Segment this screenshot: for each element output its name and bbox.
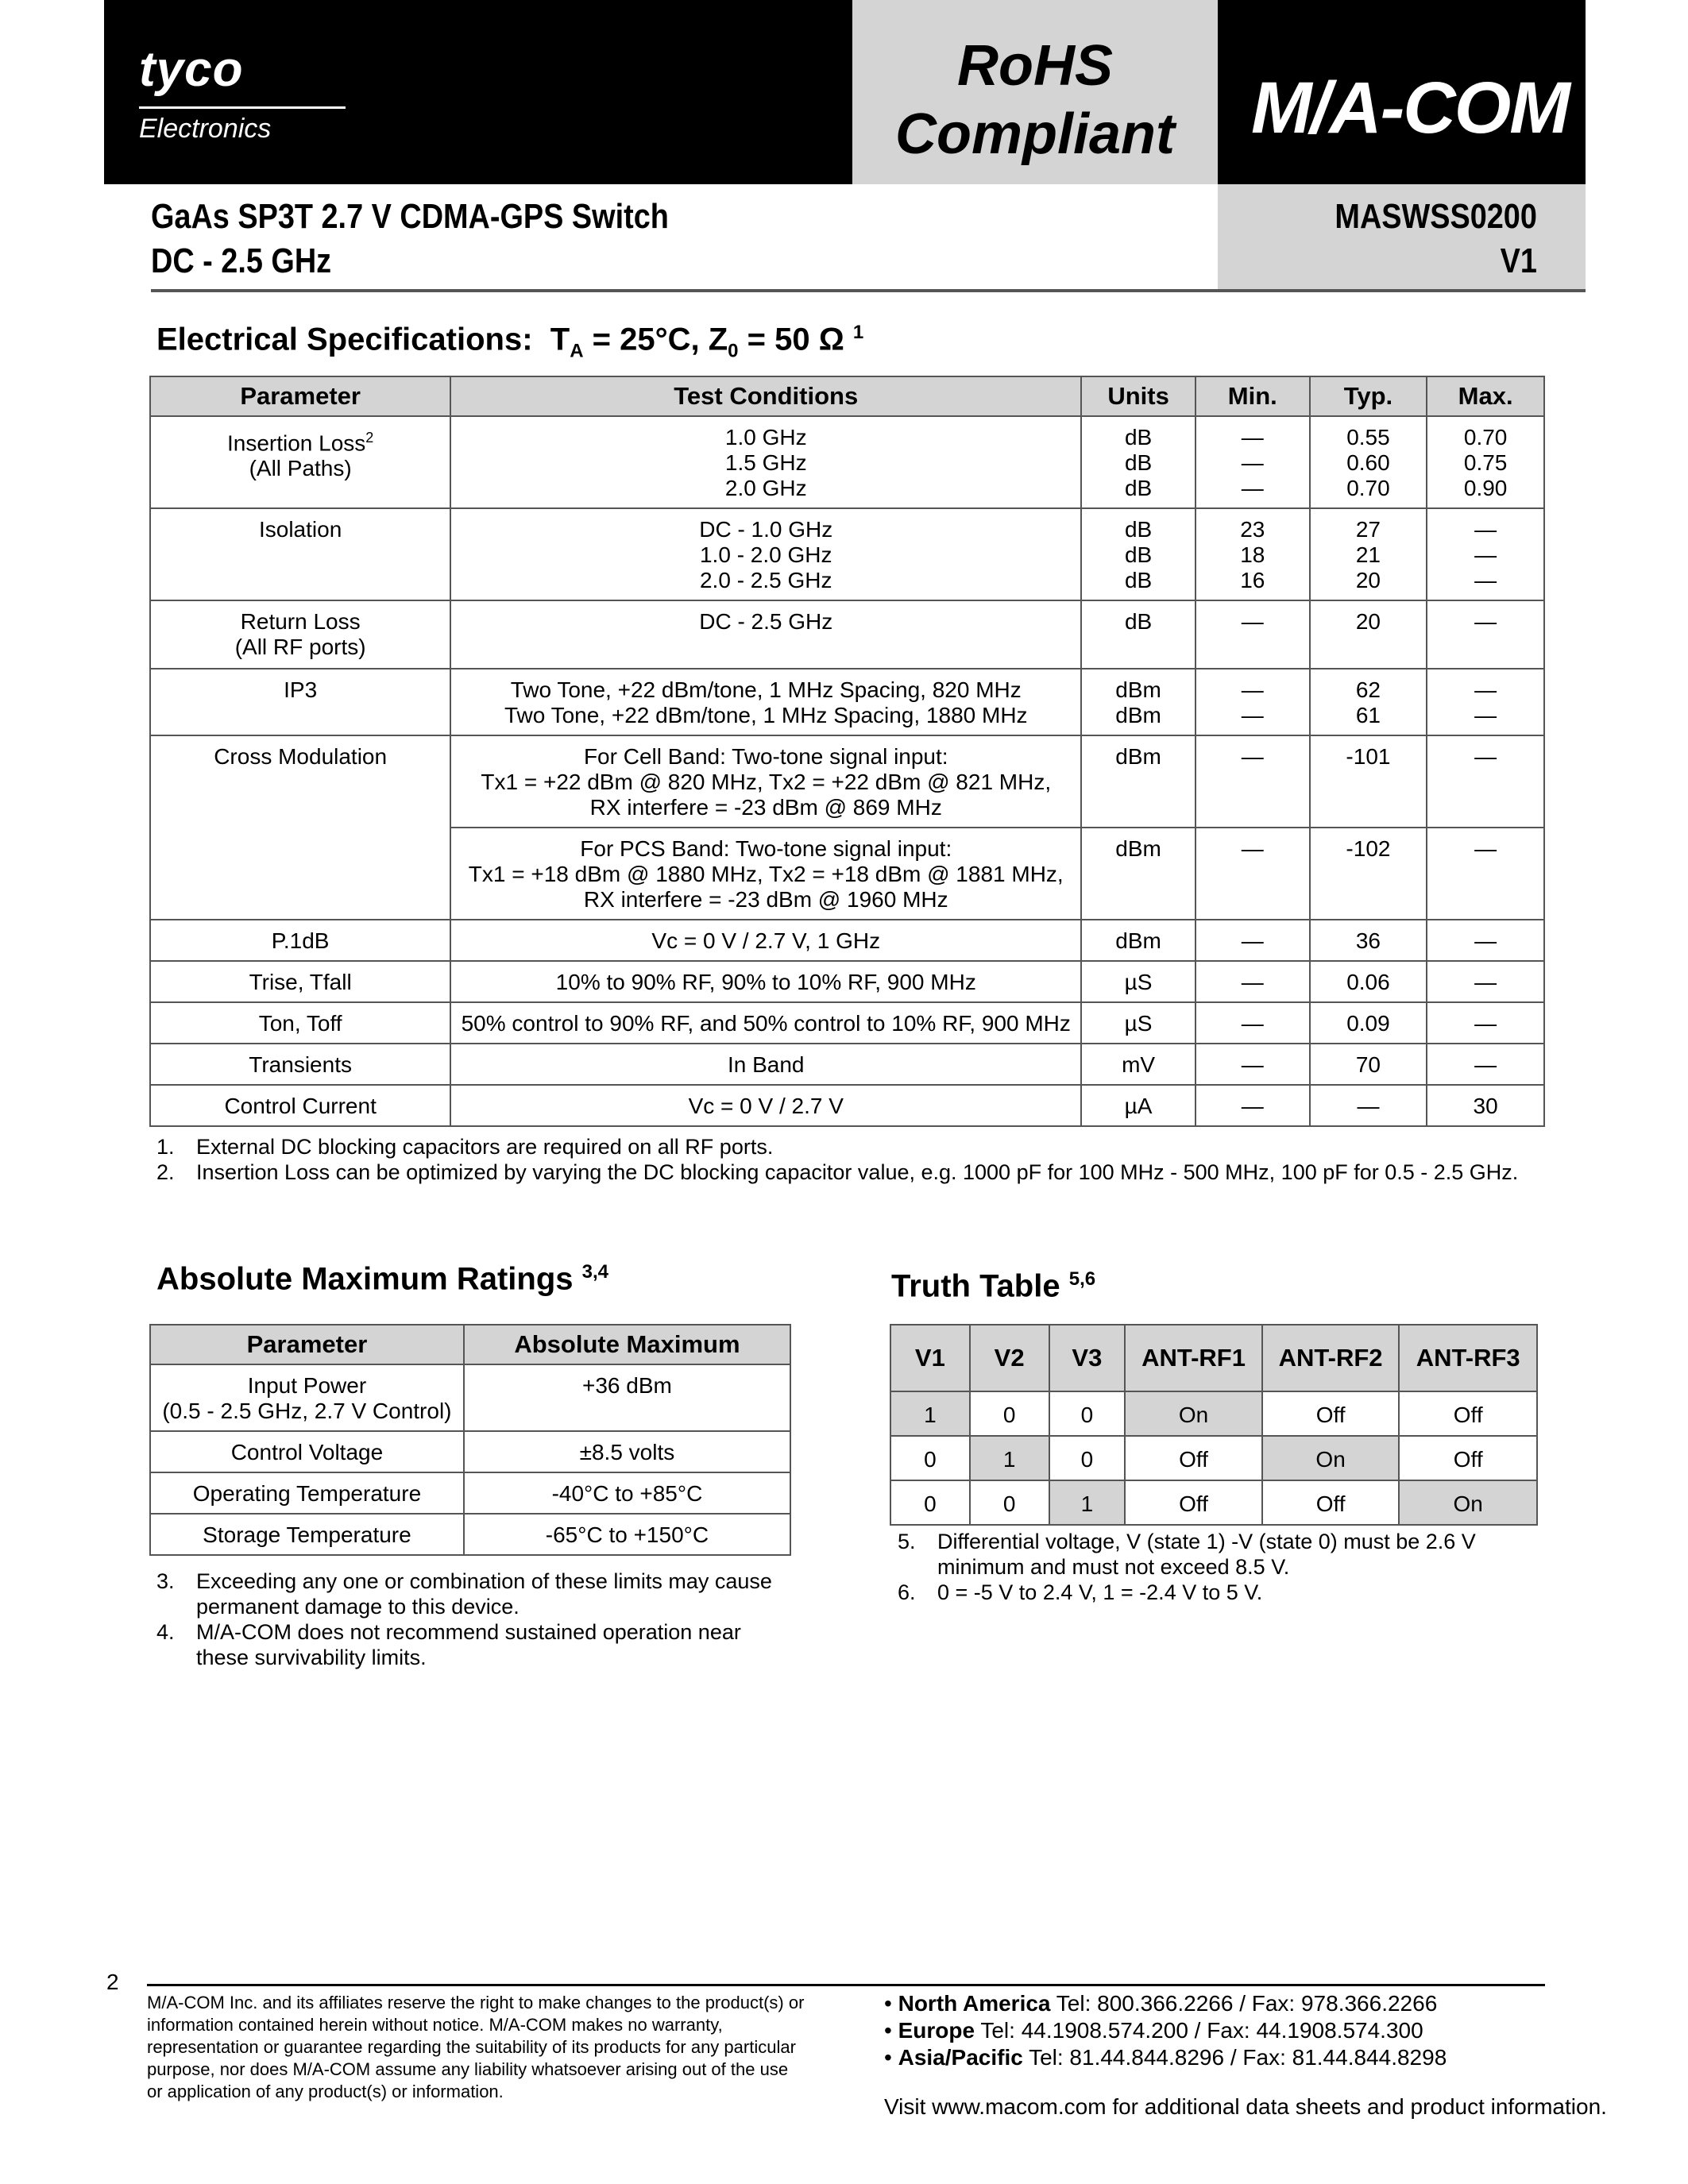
table-row — [150, 1085, 1544, 1126]
macom-logo: M/A-COM — [1251, 68, 1569, 149]
truth-table-heading: Truth Table $^{5,6}$ — [891, 1268, 1096, 1304]
units-cell: µS — [1081, 1002, 1196, 1044]
truth-cell: 0 — [970, 1391, 1049, 1436]
max-cell: — — [1427, 961, 1544, 1002]
param-cell: Operating Temperature — [150, 1472, 464, 1514]
footnote: 1. External DC blocking capacitors are required on all RF ports. — [156, 1135, 774, 1159]
footnote: 4. M/A-COM does not recommend sustained operation near these survivability limits. — [156, 1620, 741, 1669]
column-header: Parameter — [150, 1325, 464, 1364]
column-header: V1 — [890, 1325, 970, 1391]
footer-disclaimer: M/A-COM Inc. and its affiliates reserve the right to make changes to the product(s) or information contained herein without notice. M/A-COM makes no warranty, representation or guarantee regarding the suitability of its products for any particular purpose, nor does M/A-COM assume any liability whatsoever arising out of the use or application of any product(s) or information. — [147, 1993, 805, 2101]
param-cell: Cross Modulation — [150, 735, 450, 920]
units-cell: dB dB dB — [1081, 416, 1196, 508]
truth-cell: On — [1399, 1480, 1537, 1525]
units-cell: dBm — [1081, 920, 1196, 961]
units-cell: dBm dBm — [1081, 669, 1196, 735]
condition-cell: Vc = 0 V / 2.7 V — [450, 1085, 1081, 1126]
truth-cell: 0 — [890, 1436, 970, 1480]
max-cell: — — [1427, 1044, 1544, 1085]
table-header-row — [150, 376, 1544, 416]
max-cell: — — — — [1427, 508, 1544, 600]
tyco-logo-rule — [139, 106, 346, 109]
typ-cell: 20 — [1310, 600, 1427, 669]
max-cell: 0.70 0.75 0.90 — [1427, 416, 1544, 508]
max-cell: — — [1427, 1002, 1544, 1044]
table-row — [150, 600, 1544, 669]
table-row — [150, 416, 1544, 508]
truth-cell: 0 — [970, 1480, 1049, 1525]
min-cell: — — [1196, 961, 1310, 1002]
column-header: Parameter — [150, 376, 450, 416]
electrical-specs-heading: Electrical Specifications: $T_A = 25^\circ C$, $Z_0 = 50$ Ω $^1$ — [156, 322, 864, 362]
table-row — [150, 1472, 790, 1514]
page-number: 2 — [106, 1970, 119, 1994]
table-row — [150, 669, 1544, 735]
condition-cell: DC - 1.0 GHz 1.0 - 2.0 GHz 2.0 - 2.5 GHz — [450, 508, 1081, 600]
param-cell: Control Voltage — [150, 1431, 464, 1472]
footnote: 5. Differential voltage, V (state 1) -V (state 0) must be 2.6 V minimum and must not exceed 8.5 V. — [898, 1530, 1476, 1579]
table-row — [150, 1002, 1544, 1044]
abs-max-notes — [156, 1569, 792, 1670]
condition-cell: Vc = 0 V / 2.7 V, 1 GHz — [450, 920, 1081, 961]
table-row — [150, 1044, 1544, 1085]
max-cell: 30 — [1427, 1085, 1544, 1126]
condition-cell: 1.0 GHz 1.5 GHz 2.0 GHz — [450, 416, 1081, 508]
units-cell: µS — [1081, 961, 1196, 1002]
rohs-label: RoHS Compliant — [895, 34, 1175, 166]
param-cell: Input Power (0.5 - 2.5 GHz, 2.7 V Control) — [150, 1364, 464, 1431]
contact-row: • Asia/Pacific Tel: 81.44.844.8296 / Fax: 81.44.844.8298 — [884, 2045, 1447, 2070]
min-cell: — — [1196, 1002, 1310, 1044]
truth-cell: 0 — [890, 1480, 970, 1525]
truth-table-notes — [898, 1529, 1533, 1605]
min-cell: — — [1196, 920, 1310, 961]
min-cell: — — [1196, 1085, 1310, 1126]
param-cell: Trise, Tfall — [150, 961, 450, 1002]
param-cell: Ton, Toff — [150, 1002, 450, 1044]
column-header: V2 — [970, 1325, 1049, 1391]
electrical-notes — [156, 1134, 1555, 1185]
column-header: ANT-RF3 — [1399, 1325, 1537, 1391]
condition-cell: Two Tone, +22 dBm/tone, 1 MHz Spacing, 820 MHz Two Tone, +22 dBm/tone, 1 MHz Spacing, 1880 MHz — [450, 669, 1081, 735]
param-cell: Control Current — [150, 1085, 450, 1126]
table-header-row — [890, 1325, 1537, 1391]
tyco-logo-subtitle: Electronics — [139, 114, 272, 144]
units-cell: dBm — [1081, 735, 1196, 828]
truth-cell: 0 — [1049, 1391, 1126, 1436]
typ-cell: 0.09 — [1310, 1002, 1427, 1044]
min-cell: — — [1196, 600, 1310, 669]
max-cell: — — [1427, 735, 1544, 828]
value-cell: +36 dBm — [464, 1364, 790, 1431]
column-header: Min. — [1196, 376, 1310, 416]
table-row — [150, 508, 1544, 600]
max-cell: — — [1427, 828, 1544, 920]
truth-cell: Off — [1399, 1436, 1537, 1480]
truth-cell: 1 — [890, 1391, 970, 1436]
column-header: ANT-RF1 — [1125, 1325, 1262, 1391]
value-cell: -65°C to +150°C — [464, 1514, 790, 1555]
tyco-logo: tyco — [139, 42, 244, 97]
min-cell: — — — — [1196, 416, 1310, 508]
column-header: Max. — [1427, 376, 1544, 416]
contact-row: • Europe Tel: 44.1908.574.200 / Fax: 44.1908.574.300 — [884, 2018, 1423, 2043]
footnote: 6. 0 = -5 V to 2.4 V, 1 = -2.4 V to 5 V. — [898, 1580, 1263, 1604]
min-cell: — — — [1196, 669, 1310, 735]
condition-cell: For Cell Band: Two-tone signal input: Tx1 = +22 dBm @ 820 MHz, Tx2 = +22 dBm @ 821 MHz, RX interfere = -23 dBm @ 869 MHz — [450, 735, 1081, 828]
truth-cell: Off — [1262, 1480, 1400, 1525]
column-header: Absolute Maximum — [464, 1325, 790, 1364]
column-header: Typ. — [1310, 376, 1427, 416]
max-cell: — — — [1427, 669, 1544, 735]
header-divider — [151, 289, 1586, 292]
condition-cell: For PCS Band: Two-tone signal input: Tx1 = +18 dBm @ 1880 MHz, Tx2 = +18 dBm @ 1881 MHz, RX interfere = -23 dBm @ 1960 MHz — [450, 828, 1081, 920]
typ-cell: 0.55 0.60 0.70 — [1310, 416, 1427, 508]
electrical-specs-table — [149, 376, 1545, 1127]
column-header: Units — [1081, 376, 1196, 416]
typ-cell: 0.06 — [1310, 961, 1427, 1002]
product-title: GaAs SP3T 2.7 V CDMA-GPS Switch DC - 2.5 GHz — [151, 197, 669, 280]
max-cell: — — [1427, 920, 1544, 961]
param-cell: Storage Temperature — [150, 1514, 464, 1555]
column-header: Test Conditions — [450, 376, 1081, 416]
param-cell: IP3 — [150, 669, 450, 735]
param-cell: Isolation — [150, 508, 450, 600]
param-cell: Insertion Loss$^2$ (All Paths) — [150, 416, 450, 508]
table-row — [150, 961, 1544, 1002]
condition-cell: 50% control to 90% RF, and 50% control to 10% RF, 900 MHz — [450, 1002, 1081, 1044]
typ-cell: 62 61 — [1310, 669, 1427, 735]
units-cell: dB — [1081, 600, 1196, 669]
min-cell: — — [1196, 1044, 1310, 1085]
typ-cell: 36 — [1310, 920, 1427, 961]
footer-visit-link[interactable]: Visit www.macom.com for additional data sheets and product information. — [884, 2094, 1607, 2119]
column-header: ANT-RF2 — [1262, 1325, 1400, 1391]
table-row — [150, 1514, 790, 1555]
table-row — [150, 735, 1544, 828]
column-header: V3 — [1049, 1325, 1126, 1391]
truth-cell: Off — [1399, 1391, 1537, 1436]
truth-cell: Off — [1262, 1391, 1400, 1436]
footer-contacts — [884, 1990, 1447, 2071]
table-row — [890, 1436, 1537, 1480]
units-cell: dBm — [1081, 828, 1196, 920]
truth-table — [890, 1324, 1538, 1526]
table-row — [890, 1391, 1537, 1436]
truth-cell: On — [1125, 1391, 1262, 1436]
param-cell: Transients — [150, 1044, 450, 1085]
units-cell: µA — [1081, 1085, 1196, 1126]
truth-cell: 1 — [970, 1436, 1049, 1480]
typ-cell: 70 — [1310, 1044, 1427, 1085]
typ-cell: -102 — [1310, 828, 1427, 920]
truth-cell: On — [1262, 1436, 1400, 1480]
min-cell: 23 18 16 — [1196, 508, 1310, 600]
condition-cell: 10% to 90% RF, 90% to 10% RF, 900 MHz — [450, 961, 1081, 1002]
footnote: 2. Insertion Loss can be optimized by varying the DC blocking capacitor value, e.g. 1000 pF for 100 MHz - 500 MHz, 100 pF for 0.5 - 2.5 GHz. — [156, 1160, 1519, 1184]
typ-cell: 27 21 20 — [1310, 508, 1427, 600]
typ-cell: -101 — [1310, 735, 1427, 828]
truth-cell: Off — [1125, 1436, 1262, 1480]
abs-max-heading: Absolute Maximum Ratings $^{3,4}$ — [156, 1261, 608, 1297]
table-row — [150, 1431, 790, 1472]
table-header-row — [150, 1325, 790, 1364]
contact-row: • North America Tel: 800.366.2266 / Fax: 978.366.2266 — [884, 1991, 1438, 2016]
table-row — [890, 1480, 1537, 1525]
abs-max-table — [149, 1324, 791, 1556]
truth-cell: 1 — [1049, 1480, 1126, 1525]
table-row — [150, 1364, 790, 1431]
typ-cell: — — [1310, 1085, 1427, 1126]
param-cell: P.1dB — [150, 920, 450, 961]
min-cell: — — [1196, 828, 1310, 920]
value-cell: ±8.5 volts — [464, 1431, 790, 1472]
table-row — [150, 920, 1544, 961]
footnote: 3. Exceeding any one or combination of these limits may cause permanent damage to this device. — [156, 1569, 772, 1619]
units-cell: mV — [1081, 1044, 1196, 1085]
value-cell: -40°C to +85°C — [464, 1472, 790, 1514]
condition-cell: In Band — [450, 1044, 1081, 1085]
truth-cell: Off — [1125, 1480, 1262, 1525]
condition-cell: DC - 2.5 GHz — [450, 600, 1081, 669]
truth-cell: 0 — [1049, 1436, 1126, 1480]
units-cell: dB dB dB — [1081, 508, 1196, 600]
max-cell: — — [1427, 600, 1544, 669]
footer-divider — [147, 1984, 1545, 1986]
param-cell: Return Loss (All RF ports) — [150, 600, 450, 669]
part-number: MASWSS0200 V1 — [1335, 197, 1537, 280]
min-cell: — — [1196, 735, 1310, 828]
